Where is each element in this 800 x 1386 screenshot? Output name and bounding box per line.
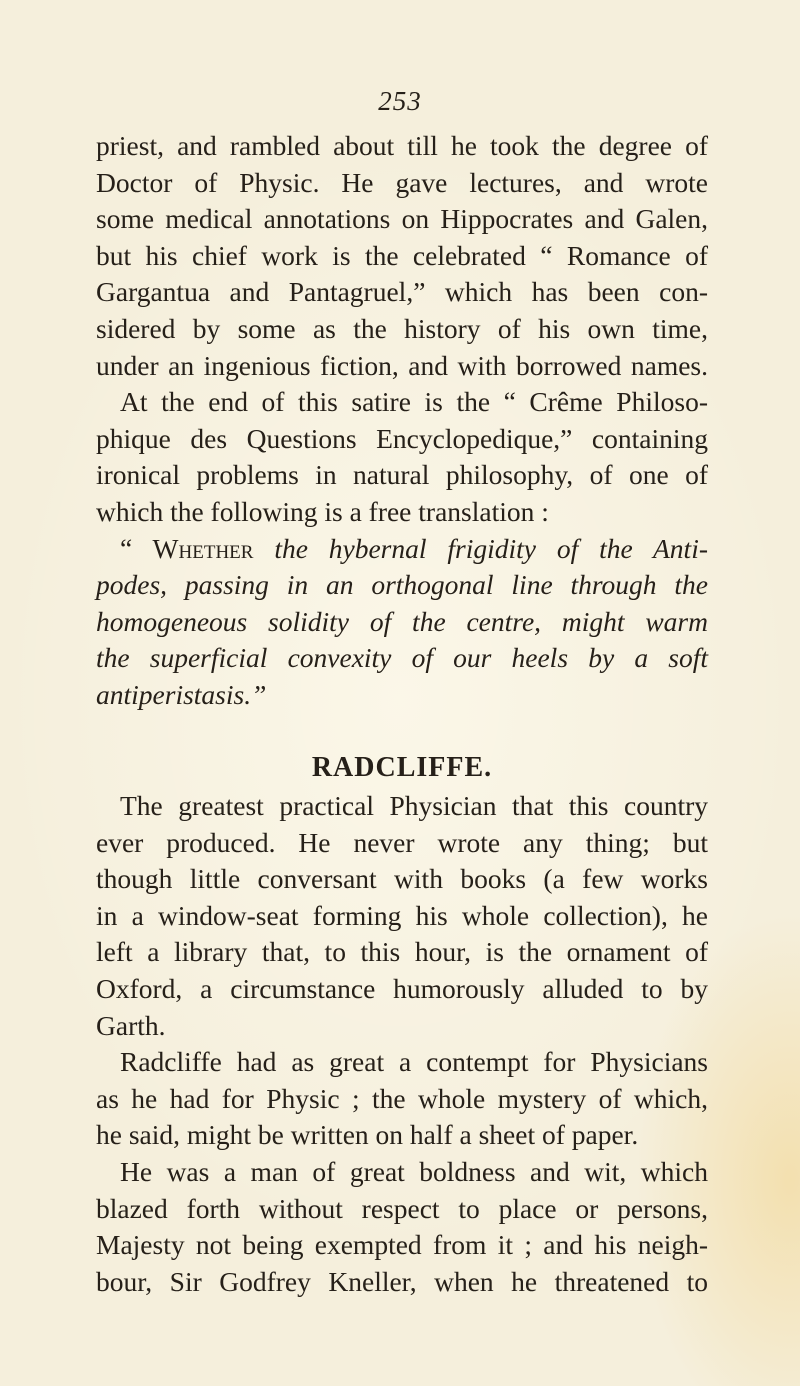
quote-text: the hybernal frigidity of the Anti- — [274, 532, 709, 564]
paragraph-creme-philosophique — [96, 384, 708, 530]
quote-line: antiperistasis.” — [96, 678, 267, 710]
text-line: as he had for Physic ; the whole mystery of which, — [96, 1082, 708, 1114]
text-line: he said, might be written on half a sheet of paper. — [96, 1119, 639, 1151]
text-line: in a window-seat forming his whole collection), he — [96, 899, 708, 931]
text-line: phique des Questions Encyclopedique,” containing — [96, 422, 708, 454]
text-line: The greatest practical Physician that this country — [120, 790, 708, 822]
quote-line: the superficial convexity of our heels by a soft — [96, 642, 708, 674]
text-line: ever produced. He never wrote any thing; but — [96, 826, 708, 858]
text-line: but his chief work is the celebrated “ Romance of — [96, 239, 708, 271]
text-line: though little conversant with books (a few works — [96, 863, 708, 895]
text-line: some medical annotations on Hippocrates and Galen, — [96, 203, 708, 235]
paragraph-rabelais-bio — [96, 128, 708, 384]
quote-lead: “ Whether — [120, 532, 254, 564]
text-line: under an ingenious fiction, and with borrowed names. — [96, 349, 708, 381]
text-line: which the following is a free translation : — [96, 495, 549, 527]
text-line: ironical problems in natural philosophy, of one of — [96, 459, 708, 491]
text-line: Majesty not being exempted from it ; and his neigh- — [96, 1229, 708, 1261]
text-line: At the end of this satire is the “ Crême Philoso- — [120, 386, 708, 418]
text-line: priest, and rambled about till he took the degree of — [96, 130, 708, 161]
quoted-problem — [96, 531, 708, 714]
text-line — [96, 531, 708, 568]
text-line: blazed forth without respect to place or persons, — [96, 1192, 708, 1224]
paragraph-radcliffe-contempt — [96, 1044, 708, 1154]
text-line: Doctor of Physic. He gave lectures, and wrote — [96, 166, 708, 198]
text-line: Garth. — [96, 1009, 166, 1041]
text-line: Gargantua and Pantagruel,” which has been con- — [96, 276, 708, 308]
text-line: Radcliffe had as great a contempt for Physicians — [120, 1046, 708, 1078]
section-heading: RADCLIFFE. — [311, 751, 493, 783]
text-line: He was a man of great boldness and wit, which — [120, 1156, 708, 1188]
quote-line: homogeneous solidity of the centre, might warm — [96, 605, 708, 637]
text-line: left a library that, to this hour, is the ornament of — [96, 936, 708, 968]
paragraph-radcliffe-wit — [96, 1154, 708, 1300]
text-line: bour, Sir Godfrey Kneller, when he threatened to — [96, 1265, 708, 1297]
text-line: Oxford, a circumstance humorously alluded to by — [96, 973, 708, 1005]
paragraph-radcliffe-intro — [96, 788, 708, 1044]
text-line: sidered by some as the history of his own time, — [96, 312, 708, 344]
page-body — [96, 128, 708, 1300]
quote-line: podes, passing in an orthogonal line through the — [96, 569, 708, 601]
page-number: 253 — [378, 86, 422, 116]
